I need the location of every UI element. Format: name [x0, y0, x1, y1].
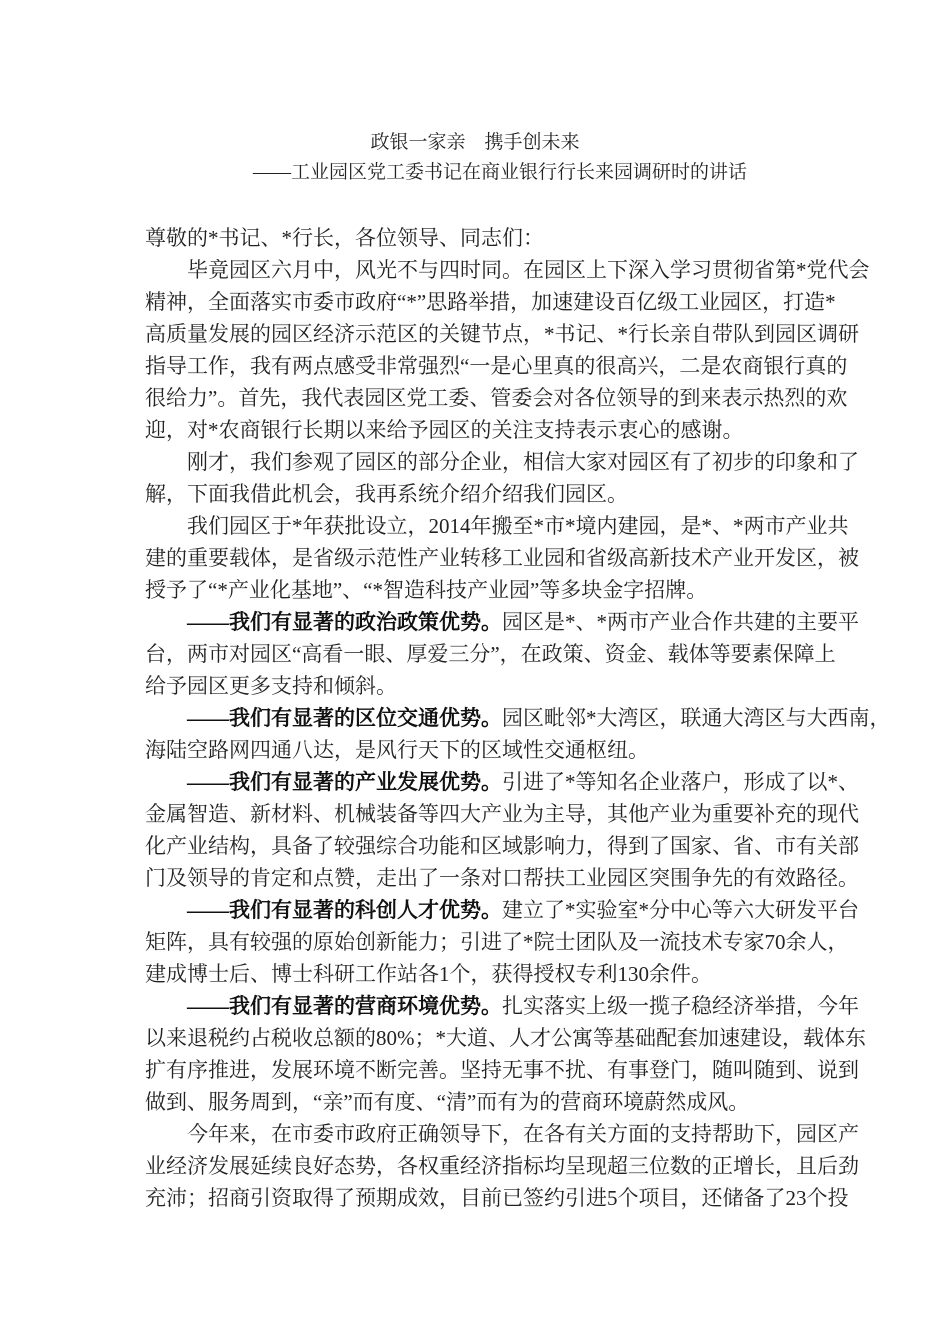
text-line: [145, 254, 870, 286]
text-line: [145, 638, 836, 670]
text-segment: 扩有序推进，发展环境不断完善。坚持无事不扰、有事登门，随叫随到、说到: [145, 1058, 859, 1082]
paragraph: [145, 254, 870, 446]
text-segment: 我们园区于*年获批设立，2014年搬至*市*境内建园，是*、*两市产业共: [187, 514, 849, 538]
document-subtitle: ——工业园区党工委书记在商业银行行长来园调研时的讲话: [252, 162, 747, 183]
text-segment: 今年来，在市委市政府正确领导下，在各有关方面的支持帮助下，园区产: [187, 1122, 859, 1146]
text-line: [145, 574, 807, 606]
text-line: [145, 702, 891, 734]
text-line: [145, 222, 807, 254]
text-segment: 迎，对*农商银行长期以来给予园区的关注支持表示衷心的感谢。: [145, 418, 744, 442]
text-line: [145, 478, 807, 510]
paragraph: [145, 990, 866, 1118]
paragraph: [145, 446, 859, 510]
text-segment: 门及领导的肯定和点赞，走出了一条对口帮扶工业园区突围争先的有效路径。: [145, 866, 859, 890]
paragraph: [145, 606, 859, 702]
text-line: [145, 350, 848, 382]
text-segment: 高质量发展的园区经济示范区的关键节点，*书记、*行长亲自带队到园区调研: [145, 322, 859, 346]
text-line: [145, 414, 807, 446]
text-line: [145, 862, 859, 894]
text-segment: 扎实落实上级一揽子稳经济举措，今年: [502, 994, 859, 1018]
text-line: [145, 670, 807, 702]
text-segment: 精神，全面落实市委市政府“*”思路举措，加速建设百亿级工业园区，打造*: [145, 290, 836, 314]
paragraph: [145, 1118, 859, 1214]
text-line: [145, 318, 859, 350]
document-body: [145, 222, 891, 1214]
text-line: [145, 606, 859, 638]
text-segment: 引进了*等知名企业落户，形成了以*、: [502, 770, 859, 794]
text-segment: 建成博士后、博士科研工作站各1个，获得授权专利130余件。: [145, 962, 712, 986]
bold-lead-text: ——我们有显著的科创人才优势。: [187, 898, 502, 922]
text-segment: 做到、服务周到，“亲”而有度、“清”而有为的营商环境蔚然成风。: [145, 1090, 750, 1114]
text-line: [145, 926, 849, 958]
text-line: [145, 894, 859, 926]
text-segment: 园区毗邻*大湾区，联通大湾区与大西南，: [502, 706, 891, 730]
text-line: [145, 446, 859, 478]
text-segment: 建立了*实验室*分中心等六大研发平台: [502, 898, 859, 922]
text-line: [145, 1054, 859, 1086]
bold-lead-text: ——我们有显著的营商环境优势。: [187, 994, 502, 1018]
text-segment: 化产业结构，具备了较强综合功能和区域影响力，得到了国家、省、市有关部: [145, 834, 859, 858]
text-line: [145, 766, 859, 798]
text-line: [145, 1022, 866, 1054]
text-line: [145, 1086, 807, 1118]
text-segment: 充沛；招商引资取得了预期成效，目前已签约引进5个项目，还储备了23个投: [145, 1186, 849, 1210]
text-segment: 授予了“*产业化基地”、“*智造科技产业园”等多块金字招牌。: [145, 578, 708, 602]
text-segment: 很给力”。首先，我代表园区党工委、管委会对各位领导的到来表示热烈的欢: [145, 386, 848, 410]
text-line: [145, 830, 859, 862]
text-segment: 尊敬的*书记、*行长，各位领导、同志们：: [145, 226, 544, 250]
text-line: [145, 798, 859, 830]
text-segment: 台，两市对园区“高看一眼、厚爱三分”，在政策、资金、载体等要素保障上: [145, 642, 836, 666]
paragraph: [145, 510, 859, 606]
text-segment: 矩阵，具有较强的原始创新能力；引进了*院士团队及一流技术专家70余人，: [145, 930, 849, 954]
text-segment: 金属智造、新材料、机械装备等四大产业为主导，其他产业为重要补充的现代: [145, 802, 859, 826]
paragraph: [145, 766, 859, 894]
text-segment: 业经济发展延续良好态势，各权重经济指标均呈现超三位数的正增长，且后劲: [145, 1154, 859, 1178]
text-line: [145, 1118, 859, 1150]
bold-lead-text: ——我们有显著的区位交通优势。: [187, 706, 502, 730]
paragraph: [145, 222, 807, 254]
text-line: [145, 286, 836, 318]
text-segment: 海陆空路网四通八达，是风行天下的区域性交通枢纽。: [145, 738, 649, 762]
text-line: [145, 1182, 849, 1214]
text-line: [145, 1150, 859, 1182]
text-segment: 毕竟园区六月中，风光不与四时同。在园区上下深入学习贯彻省第*党代会: [187, 258, 870, 282]
text-segment: 刚才，我们参观了园区的部分企业，相信大家对园区有了初步的印象和了: [187, 450, 859, 474]
paragraph: [145, 894, 859, 990]
text-segment: 园区是*、*两市产业合作共建的主要平: [502, 610, 859, 634]
bold-lead-text: ——我们有显著的产业发展优势。: [187, 770, 502, 794]
text-segment: 指导工作，我有两点感受非常强烈“一是心里真的很高兴，二是农商银行真的: [145, 354, 848, 378]
text-line: [145, 382, 848, 414]
bold-lead-text: ——我们有显著的政治政策优势。: [187, 610, 502, 634]
text-segment: 以来退税约占税收总额的80%；*大道、人才公寓等基础配套加速建设，载体东: [145, 1026, 866, 1050]
text-segment: 给予园区更多支持和倾斜。: [145, 674, 397, 698]
document-title: 政银一家亲 携手创未来: [370, 132, 580, 153]
text-line: [145, 990, 859, 1022]
text-line: [145, 510, 849, 542]
text-line: [145, 734, 807, 766]
text-segment: 建的重要载体，是省级示范性产业转移工业园和省级高新技术产业开发区，被: [145, 546, 859, 570]
text-line: [145, 958, 807, 990]
text-line: [145, 542, 859, 574]
text-segment: 解，下面我借此机会，我再系统介绍介绍我们园区。: [145, 482, 628, 506]
paragraph: [145, 702, 891, 766]
